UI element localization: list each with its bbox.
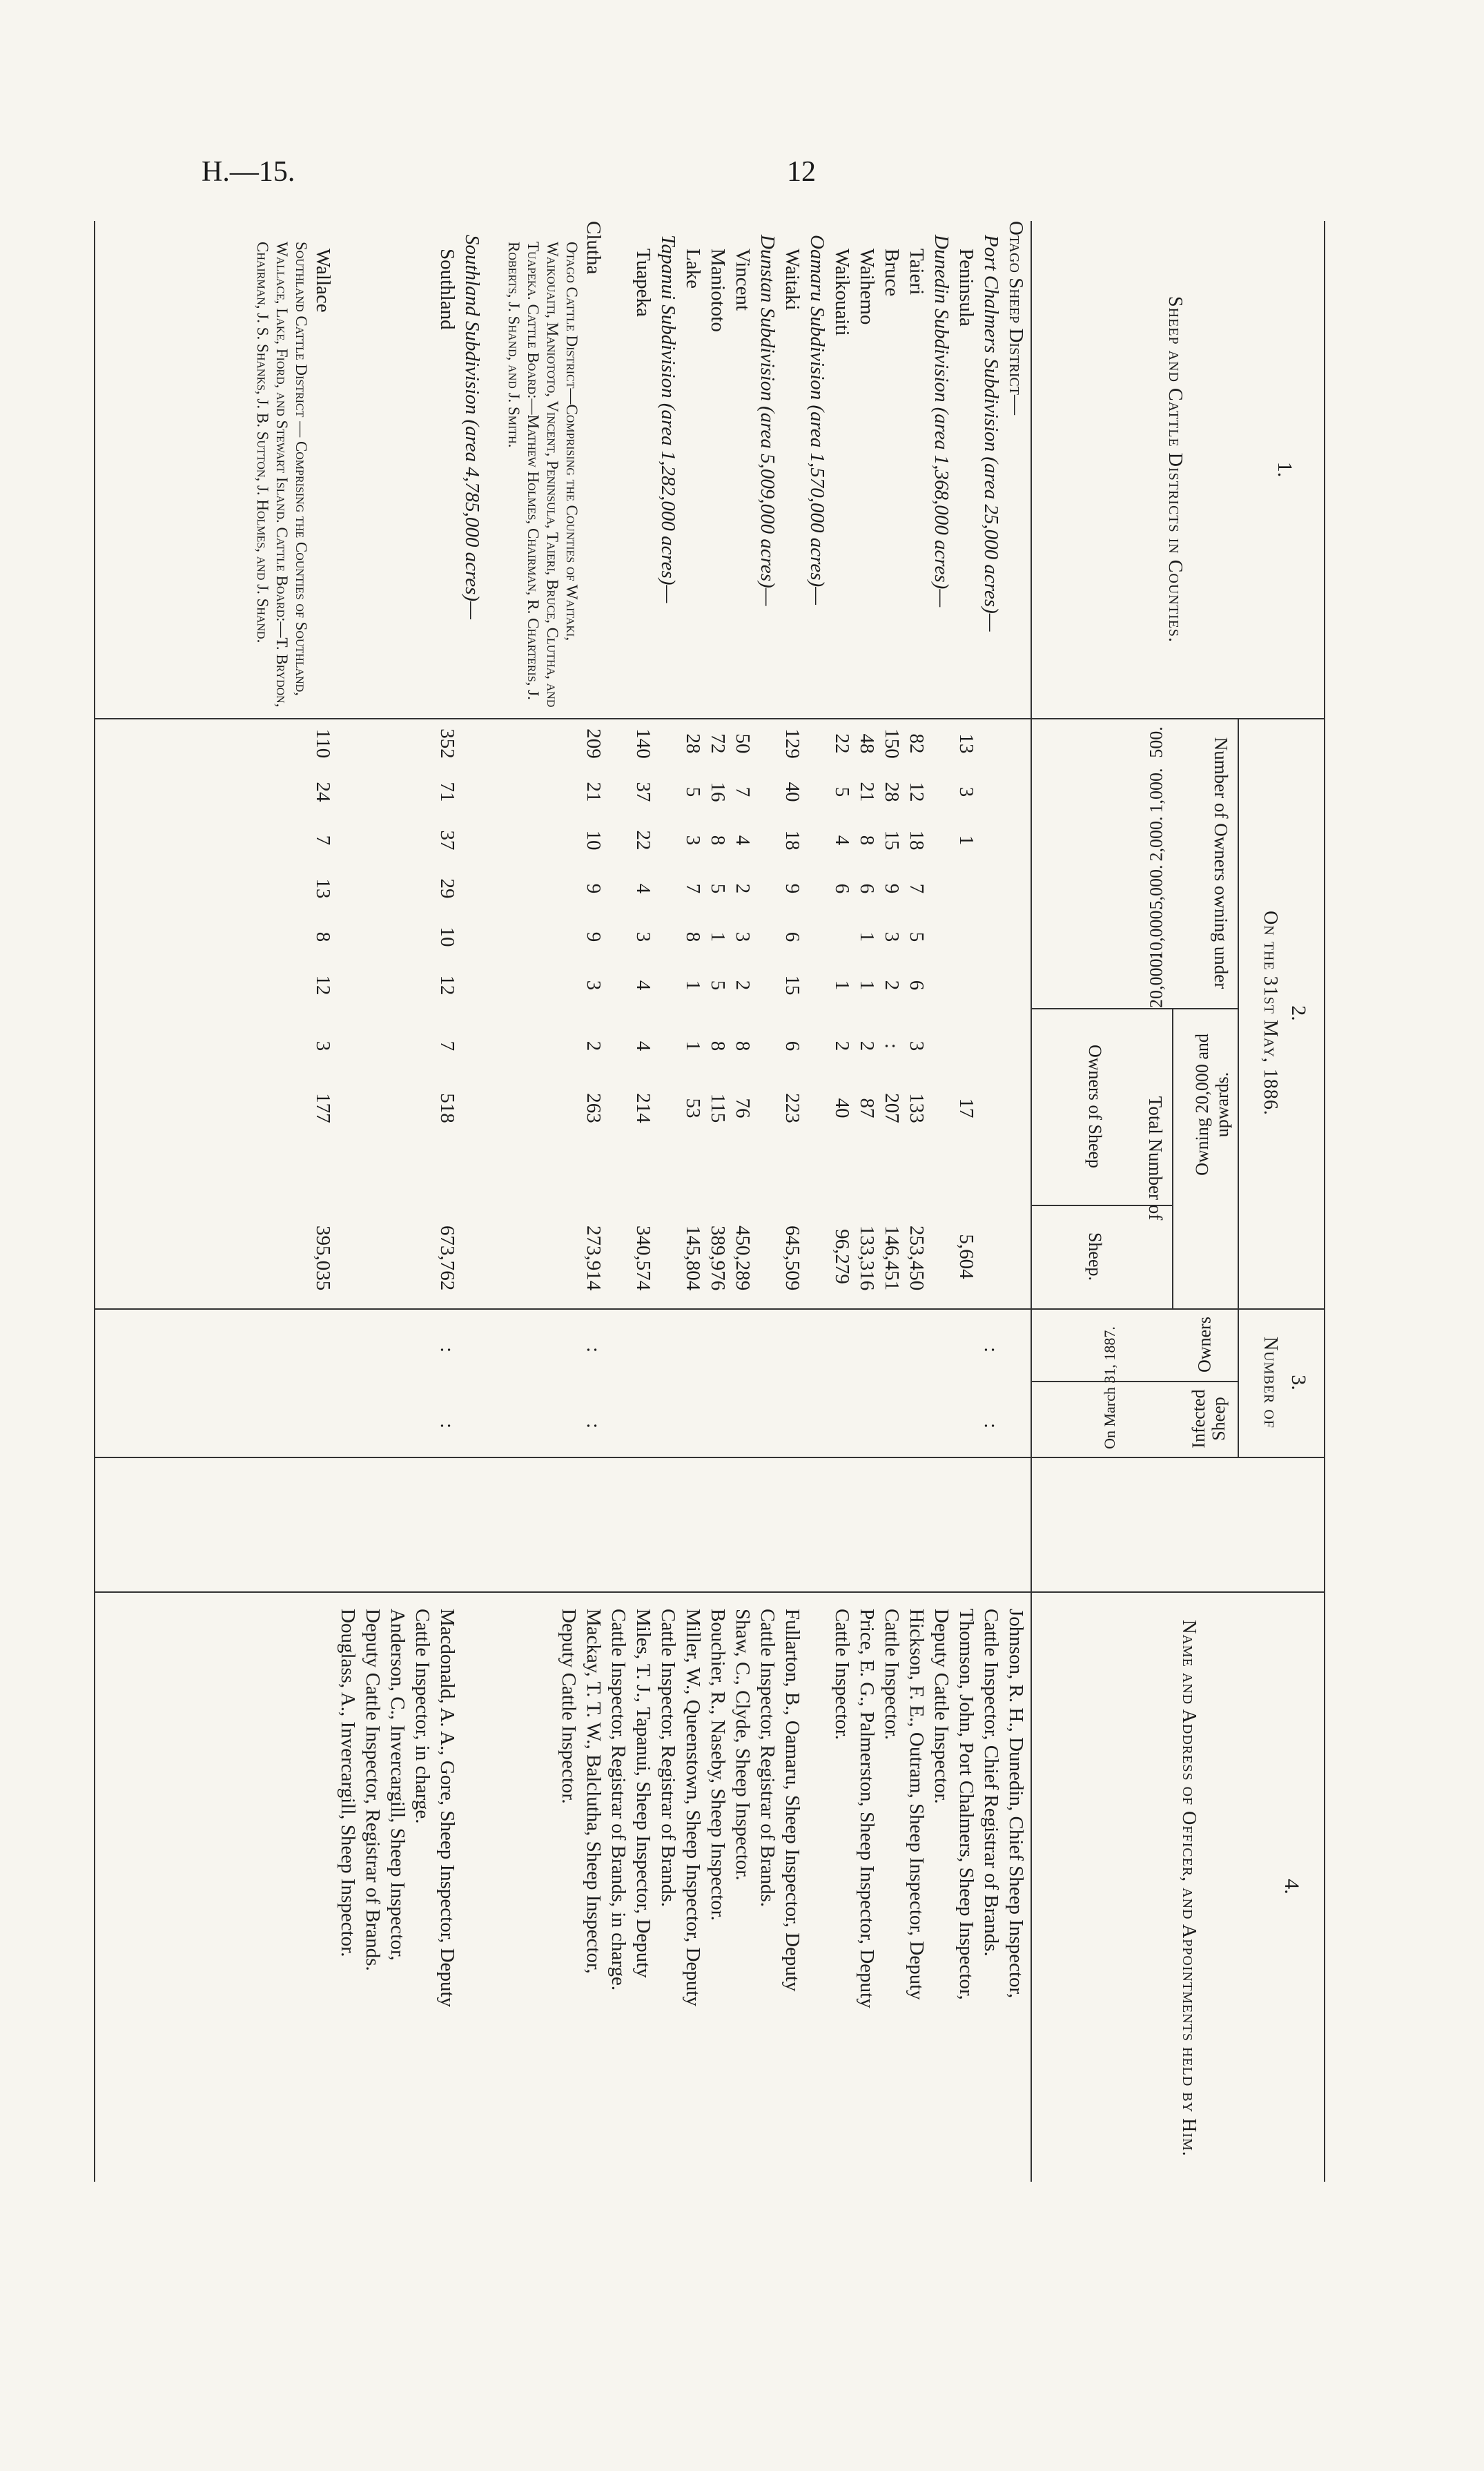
district-label: Vincent xyxy=(732,249,754,311)
col4-number: 4. xyxy=(1280,1879,1303,1895)
cell-u10000: 9 xyxy=(583,931,605,942)
table-row xyxy=(606,221,631,2182)
officer-text: Miller, W., Queenstown, Sheep Inspector, Deputy xyxy=(682,1609,704,2006)
cell-u5000: 6 xyxy=(856,883,878,894)
cell-owners: 177 xyxy=(312,1093,334,1123)
col2-title: On the 31st May, 1886. xyxy=(1260,911,1281,1116)
col4-title: Name and Address of Officer, and Appointments held by Him. xyxy=(1178,1620,1200,2157)
cell-sheep: 645,509 xyxy=(781,1225,803,1291)
district-label: Waikouaiti xyxy=(831,249,853,336)
cell-u500: 22 xyxy=(831,733,853,754)
cell-u1000: 40 xyxy=(781,782,803,802)
otago-cattle-note: Otago Cattle District—Comprising the Counties of Waitaki, Waikouaiti, Maniototo, Vincent, Peninsula, Taieri, Bruce, Clutha, and Tuapeka. Cattle Board:—Mathew Holmes, Chairman, R. Charteris, J. Roberts, J. Shand, and J. Smith. xyxy=(505,242,580,708)
officer-text: Shaw, C., Clyde, Sheep Inspector. xyxy=(732,1609,754,1881)
cell-infected-sheep: : xyxy=(583,1422,605,1429)
cell-owners: 17 xyxy=(955,1098,977,1118)
officer-text: Hickson, F. E., Outram, Sheep Inspector, Deputy xyxy=(906,1609,928,2000)
col1-title: Sheep and Cattle Districts in Counties. xyxy=(1164,296,1186,643)
cell-u2000: 18 xyxy=(781,830,803,851)
cell-sheep: 273,914 xyxy=(583,1225,605,1291)
cell-upwards: 4 xyxy=(632,1040,654,1052)
cell-u1000: 5 xyxy=(831,786,853,797)
cell-u2000: 22 xyxy=(632,830,654,851)
cell-u20000: 3 xyxy=(583,980,605,991)
cell-sheep: 5,604 xyxy=(955,1234,977,1279)
officer-text: Cattle Inspector, Chief Registrar of Brands. xyxy=(980,1609,1002,1957)
officer-text: Cattle Inspector. xyxy=(881,1609,903,1741)
cell-infected-sheep: : xyxy=(980,1422,1002,1429)
cell-owners: 223 xyxy=(781,1093,803,1123)
officer-text: Miles, T. J., Tapanui, Sheep Inspector, Deputy xyxy=(632,1609,654,1978)
cell-sheep: 673,762 xyxy=(436,1225,458,1291)
cell-infected-sheep: : xyxy=(436,1422,458,1429)
cell-u500: 48 xyxy=(856,733,878,754)
cell-owners: 53 xyxy=(682,1098,704,1118)
district-label: Otago Sheep District— xyxy=(1005,221,1027,416)
cell-owners: 115 xyxy=(707,1093,729,1123)
cell-u1000: 3 xyxy=(955,786,977,797)
district-label: Southland Subdivision (area 4,785,000 acres)— xyxy=(461,235,483,619)
officer-text: Deputy Cattle Inspector, Registrar of Brands. xyxy=(362,1609,384,1971)
officer-text: Cattle Inspector, in charge. xyxy=(411,1609,433,1824)
cell-u10000: 8 xyxy=(682,931,704,942)
col3-owners: Owners xyxy=(1194,1317,1215,1373)
cell-u500: 352 xyxy=(436,728,458,759)
district-label: Waitaki xyxy=(781,249,803,311)
district-label: Lake xyxy=(682,249,704,289)
cell-upwards: 3 xyxy=(312,1040,334,1052)
table-top-rule xyxy=(1324,221,1325,2182)
cell-owners: 518 xyxy=(436,1093,458,1123)
cell-u1000: 37 xyxy=(632,782,654,802)
cell-u1000: 7 xyxy=(732,786,754,797)
cell-u1000: 28 xyxy=(881,782,903,802)
cell-sheep: 395,035 xyxy=(312,1225,334,1291)
cell-u500: 28 xyxy=(682,733,704,754)
cell-u2000: 10 xyxy=(583,830,605,851)
cell-owners-infected: : xyxy=(980,1346,1002,1353)
table-row xyxy=(705,221,730,2182)
officer-text: Macdonald, A. A., Gore, Sheep Inspector, Deputy xyxy=(436,1609,458,2008)
cell-owners: 207 xyxy=(881,1093,903,1123)
cell-u500: 209 xyxy=(583,728,605,759)
district-label: Dunstan Subdivision (area 5,009,000 acres)— xyxy=(756,235,779,606)
cell-u5000: 13 xyxy=(312,878,334,899)
cell-u20000: 1 xyxy=(856,980,878,991)
bracket-2000: 2,000. xyxy=(1146,816,1166,862)
table-row xyxy=(830,221,855,2182)
cell-u20000: 5 xyxy=(707,980,729,991)
cell-u5000: 6 xyxy=(831,883,853,894)
cell-u20000: 15 xyxy=(781,975,803,996)
cell-u5000: 9 xyxy=(583,883,605,894)
cell-u1000: 5 xyxy=(682,786,704,797)
cell-u10000: 5 xyxy=(906,931,928,942)
table-row xyxy=(904,221,929,2182)
officer-text: Johnson, R. H., Dunedin, Chief Sheep Inspector, xyxy=(1005,1609,1027,1999)
col3-infected: Infected Sheep xyxy=(1188,1389,1229,1448)
cell-owners: 40 xyxy=(831,1098,853,1118)
district-label: Peninsula xyxy=(955,249,977,327)
cell-u20000: 6 xyxy=(906,980,928,991)
header-bottom-rule xyxy=(1031,221,1032,2182)
table-row xyxy=(460,221,485,2182)
cell-upwards: 3 xyxy=(906,1040,928,1052)
table-row xyxy=(681,221,705,2182)
officer-text: Cattle Inspector, Registrar of Brands. xyxy=(657,1609,679,1908)
cell-sheep: 133,316 xyxy=(856,1225,878,1291)
officer-text: Thomson, John, Port Chalmers, Sheep Inspector, xyxy=(955,1609,977,2000)
cell-sheep: 253,450 xyxy=(906,1225,928,1291)
bracket-5000: 5,000. xyxy=(1146,864,1166,910)
col3-date: On March 31, 1887. xyxy=(1100,1326,1118,1449)
cell-u2000: 4 xyxy=(831,835,853,846)
bracket-10000: 10,000. xyxy=(1146,906,1166,960)
officer-text: Anderson, C., Invercargill, Sheep Inspector, xyxy=(387,1609,409,1961)
cell-u1000: 16 xyxy=(707,782,729,802)
table-row xyxy=(311,221,335,2182)
cell-u500: 150 xyxy=(881,728,903,759)
cell-sheep: 96,279 xyxy=(831,1229,853,1284)
district-label: Waihemo xyxy=(856,249,878,325)
table-row xyxy=(954,221,979,2182)
cell-u5000: 9 xyxy=(881,883,903,894)
cell-upwards: 7 xyxy=(436,1040,458,1052)
cell-u2000: 3 xyxy=(682,835,704,846)
cell-u20000: 4 xyxy=(632,980,654,991)
cell-u1000: 21 xyxy=(856,782,878,802)
cell-upwards: 6 xyxy=(781,1040,803,1052)
cell-upwards: 1 xyxy=(682,1040,704,1052)
table-row xyxy=(435,221,460,2182)
cell-u10000: 8 xyxy=(312,931,334,942)
table-bottom-rule xyxy=(94,221,95,2182)
officer-text: Douglass, A., Invercargill, Sheep Inspector. xyxy=(337,1609,359,1957)
table-row xyxy=(235,221,311,2182)
cell-u2000: 8 xyxy=(856,835,878,846)
table-row xyxy=(385,221,410,2182)
cell-u1000: 21 xyxy=(583,782,605,802)
document-reference: H.—15. xyxy=(202,156,295,188)
cell-upwards: 8 xyxy=(732,1040,754,1052)
cell-sheep: 450,289 xyxy=(732,1225,754,1291)
cell-u1000: 71 xyxy=(436,782,458,802)
cell-u2000: 8 xyxy=(707,835,729,846)
sheep-header: Sheep. xyxy=(1085,1232,1105,1281)
district-label: Tuapeka xyxy=(632,249,654,317)
table-row xyxy=(631,221,656,2182)
bracket-20000: 20,000. xyxy=(1146,954,1166,1008)
district-label: Southland xyxy=(436,249,458,330)
officer-text: Mackay, T. T. W., Balclutha, Sheep Inspector, xyxy=(583,1609,605,1974)
cell-upwards: 2 xyxy=(583,1040,605,1052)
district-label: Oamaru Subdivision (area 1,570,000 acres)— xyxy=(806,235,828,605)
sub-rule-c2b xyxy=(1172,1008,1173,1308)
cell-owners: 76 xyxy=(732,1098,754,1118)
district-label: Taieri xyxy=(906,249,928,295)
cell-owners-infected: : xyxy=(583,1346,605,1353)
sub-rule-c2 xyxy=(1238,718,1239,1308)
cell-u500: 13 xyxy=(955,733,977,754)
cell-upwards: : xyxy=(881,1043,903,1049)
page-number: 12 xyxy=(787,156,816,188)
officer-text: Price, E. G., Palmerston, Sheep Inspector, Deputy xyxy=(856,1609,878,2008)
cell-u10000: 1 xyxy=(707,931,729,942)
officer-text: Deputy Cattle Inspector. xyxy=(930,1609,953,1804)
table-row xyxy=(581,221,606,2182)
table-row xyxy=(485,221,581,2182)
cell-u5000: 7 xyxy=(682,883,704,894)
cell-u1000: 12 xyxy=(906,782,928,802)
cell-u500: 72 xyxy=(707,733,729,754)
district-label: Port Chalmers Subdivision (area 25,000 acres)— xyxy=(980,235,1002,632)
owners-of-sheep-header: Owners of Sheep xyxy=(1085,1044,1105,1169)
officer-text: Deputy Cattle Inspector. xyxy=(558,1609,580,1804)
officer-text: Cattle Inspector. xyxy=(831,1609,853,1741)
cell-upwards: 2 xyxy=(856,1040,878,1052)
cell-u5000: 5 xyxy=(707,883,729,894)
district-label: Maniototo xyxy=(707,249,729,332)
officer-text: Cattle Inspector, Registrar of Brands, in charge. xyxy=(607,1609,629,1991)
officer-text: Bouchier, R., Naseby, Sheep Inspector. xyxy=(707,1609,729,1921)
table-row xyxy=(780,221,805,2182)
table-row xyxy=(855,221,879,2182)
table-body xyxy=(235,221,1028,2182)
cell-u500: 50 xyxy=(732,733,754,754)
cell-u10000: 1 xyxy=(856,931,878,942)
table-row xyxy=(360,221,385,2182)
cell-u500: 140 xyxy=(632,728,654,759)
cell-u10000: 3 xyxy=(881,931,903,942)
cell-u2000: 37 xyxy=(436,830,458,851)
cell-owners: 263 xyxy=(583,1093,605,1123)
cell-u10000: 10 xyxy=(436,927,458,947)
table-row xyxy=(979,221,1004,2182)
table-row xyxy=(805,221,830,2182)
table-row xyxy=(1004,221,1028,2182)
cell-u5000: 9 xyxy=(781,883,803,894)
page-header xyxy=(0,155,1484,204)
sub-rule-c3 xyxy=(1238,1308,1239,1457)
cell-u500: 110 xyxy=(312,728,334,759)
district-label: Wallace xyxy=(312,249,334,313)
col1-number: 1. xyxy=(1273,461,1296,478)
cell-u20000: 2 xyxy=(881,980,903,991)
district-label: Tapanui Subdivision (area 1,282,000 acres)— xyxy=(657,235,679,603)
cell-u1000: 24 xyxy=(312,782,334,802)
cell-sheep: 340,574 xyxy=(632,1225,654,1291)
district-label: Dunedin Subdivision (area 1,368,000 acres)— xyxy=(930,235,953,608)
cell-u2000: 7 xyxy=(312,835,334,846)
officer-text: Fullarton, B., Oamaru, Sheep Inspector, Deputy xyxy=(781,1609,803,1992)
cell-u20000: 2 xyxy=(732,980,754,991)
cell-u20000: 12 xyxy=(312,975,334,996)
bracket-500: 500. xyxy=(1146,726,1166,758)
table-row xyxy=(410,221,435,2182)
total-number-header: Total Number of xyxy=(1145,1096,1166,1221)
cell-u10000: 3 xyxy=(732,931,754,942)
table-row xyxy=(879,221,904,2182)
cell-sheep: 389,976 xyxy=(707,1225,729,1291)
table-row xyxy=(730,221,755,2182)
cell-sheep: 145,804 xyxy=(682,1225,704,1291)
cell-u2000: 15 xyxy=(881,830,903,851)
cell-u20000: 1 xyxy=(682,980,704,991)
cell-u5000: 4 xyxy=(632,883,654,894)
cell-u5000: 29 xyxy=(436,878,458,899)
cell-owners: 133 xyxy=(906,1093,928,1123)
cell-sheep: 146,451 xyxy=(881,1225,903,1291)
table-row xyxy=(929,221,954,2182)
bracket-1000: 1,000. xyxy=(1146,768,1166,813)
cell-u10000: 6 xyxy=(781,931,803,942)
cell-u500: 129 xyxy=(781,728,803,759)
district-label: Clutha xyxy=(583,221,605,275)
cell-u2000: 4 xyxy=(732,835,754,846)
cell-owners: 87 xyxy=(856,1098,878,1118)
table-row xyxy=(755,221,780,2182)
cell-u500: 82 xyxy=(906,733,928,754)
table-row xyxy=(335,221,360,2182)
cell-u10000: 3 xyxy=(632,931,654,942)
owners-under-header: Number of Owners owning under xyxy=(1211,737,1231,989)
cell-upwards: 2 xyxy=(831,1040,853,1052)
cell-owners: 214 xyxy=(632,1093,654,1123)
cell-upwards: 8 xyxy=(707,1040,729,1052)
owning-upwards-header: Owning 20,000 and upwards. xyxy=(1191,1034,1232,1176)
cell-u5000: 2 xyxy=(732,883,754,894)
district-label: Bruce xyxy=(881,249,903,297)
col3-title: Number of xyxy=(1260,1337,1281,1428)
col3-number: 3. xyxy=(1287,1375,1310,1390)
cell-u20000: 1 xyxy=(831,980,853,991)
col2-number: 2. xyxy=(1287,1005,1310,1021)
officer-text: Cattle Inspector, Registrar of Brands. xyxy=(756,1609,779,1908)
southland-cattle-note: Southland Cattle District — Comprising the Counties of Southland, Wallace, Lake, Fiord, and Stewart Island. Cattle Board:—T. Brydon, Chairman, J. S. Shanks, J. B. Sutton, J. Holmes, and J. Shand. xyxy=(254,242,310,708)
cell-u20000: 12 xyxy=(436,975,458,996)
table-row xyxy=(656,221,681,2182)
cell-u5000: 7 xyxy=(906,883,928,894)
cell-u2000: 1 xyxy=(955,835,977,846)
rotated-table xyxy=(90,221,1325,2182)
cell-owners-infected: : xyxy=(436,1346,458,1353)
cell-u2000: 18 xyxy=(906,830,928,851)
